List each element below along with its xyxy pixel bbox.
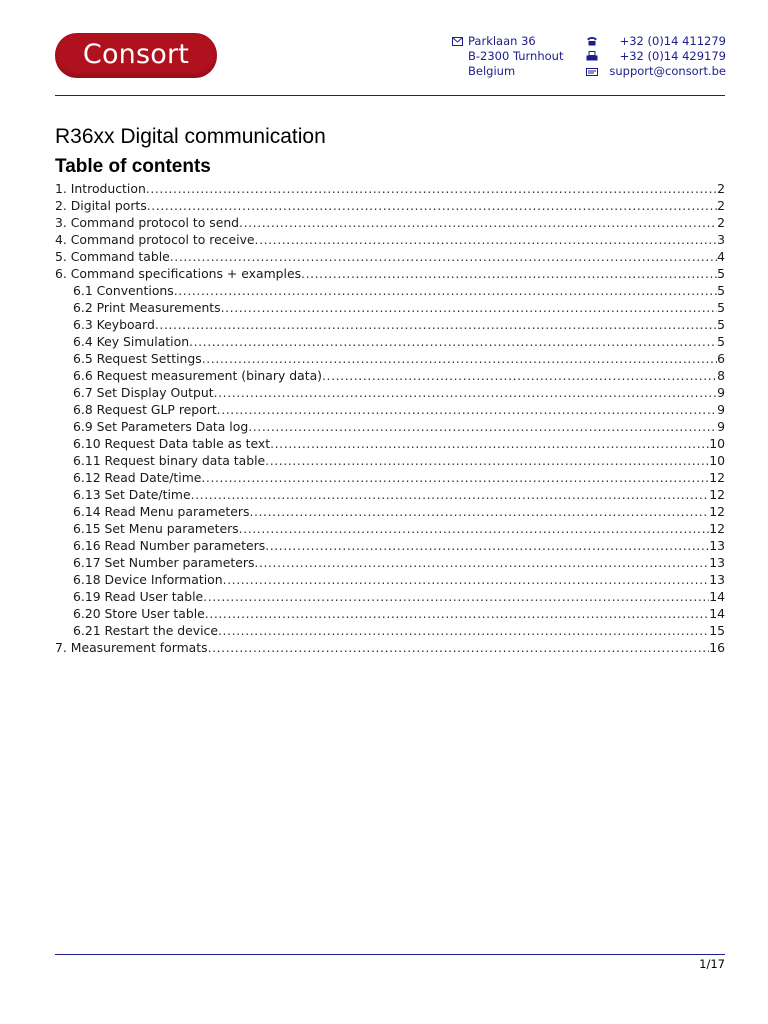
phone-icon (586, 34, 598, 49)
mail-icon (452, 34, 468, 49)
toc-entry-label: 1. Introduction (55, 181, 146, 196)
toc-entry-page: 2 (717, 198, 725, 213)
toc-entry[interactable] (55, 605, 725, 622)
toc-entry[interactable] (55, 435, 725, 452)
toc-entry-label: 2. Digital ports (55, 198, 147, 213)
toc-entry-label: 5. Command table (55, 249, 170, 264)
toc-entry-page: 13 (709, 538, 725, 553)
toc-entry-page: 3 (717, 232, 725, 247)
toc-entry-label: 6.15 Set Menu parameters (73, 521, 239, 536)
toc-entry[interactable] (55, 214, 725, 231)
toc-entry-page: 9 (717, 419, 725, 434)
toc-entry-label: 6.2 Print Measurements (73, 300, 221, 315)
toc-entry-page: 13 (709, 572, 725, 587)
toc-entry-label: 6.1 Conventions (73, 283, 174, 298)
toc-entry-label: 6.16 Read Number parameters (73, 538, 266, 553)
email-address[interactable]: support@consort.be (609, 64, 726, 78)
toc-entry-page: 12 (709, 487, 725, 502)
toc-entry[interactable] (55, 486, 725, 503)
toc-leader-dots (205, 605, 709, 622)
toc-leader-dots (170, 248, 717, 265)
toc-entry[interactable] (55, 384, 725, 401)
toc-entry[interactable] (55, 248, 725, 265)
toc-entry-page: 12 (709, 504, 725, 519)
toc-entry-label: 6.13 Set Date/time (73, 487, 191, 502)
toc-entry[interactable] (55, 537, 725, 554)
toc-entry-label: 6.3 Keyboard (73, 317, 155, 332)
toc-leader-dots (239, 214, 717, 231)
toc-entry-label: 6.6 Request measurement (binary data) (73, 368, 322, 383)
toc-leader-dots (147, 197, 717, 214)
toc-entry[interactable] (55, 418, 725, 435)
toc-leader-dots (254, 554, 709, 571)
toc-entry[interactable] (55, 265, 725, 282)
toc-entry[interactable] (55, 333, 725, 350)
toc-entry-label: 6.21 Restart the device (73, 623, 218, 638)
toc-entry[interactable] (55, 299, 725, 316)
toc-leader-dots (239, 520, 710, 537)
toc-leader-dots (202, 350, 717, 367)
toc-leader-dots (155, 316, 717, 333)
toc-leader-dots (174, 282, 717, 299)
toc-leader-dots (217, 401, 717, 418)
toc-leader-dots (249, 503, 709, 520)
phone-number: +32 (0)14 411279 (619, 34, 726, 48)
toc-entry[interactable] (55, 571, 725, 588)
toc-entry[interactable] (55, 367, 725, 384)
toc-entry-label: 6.20 Store User table (73, 606, 205, 621)
toc-entry-page: 2 (717, 181, 725, 196)
toc-heading: Table of contents (55, 156, 211, 177)
toc-entry-label: 6.18 Device Information (73, 572, 223, 587)
toc-leader-dots (301, 265, 717, 282)
toc-entry[interactable] (55, 622, 725, 639)
toc-leader-dots (265, 452, 709, 469)
toc-leader-dots (221, 299, 718, 316)
toc-entry[interactable] (55, 197, 725, 214)
toc-entry-page: 5 (717, 283, 725, 298)
toc-leader-dots (218, 622, 709, 639)
toc-leader-dots (265, 537, 709, 554)
fax-number: +32 (0)14 429179 (619, 49, 726, 63)
document-title: R36xx Digital communication (55, 125, 326, 148)
toc-entry-page: 5 (717, 300, 725, 315)
toc-leader-dots (255, 231, 718, 248)
toc-entry-page: 8 (717, 368, 725, 383)
page-number: 1/17 (699, 957, 725, 971)
toc-entry-page: 13 (709, 555, 725, 570)
toc-entry-label: 6.14 Read Menu parameters (73, 504, 250, 519)
toc-entry-page: 6 (717, 351, 725, 366)
toc-entry[interactable] (55, 180, 725, 197)
toc-entry[interactable] (55, 401, 725, 418)
toc-entry-label: 7. Measurement formats (55, 640, 208, 655)
toc-entry[interactable] (55, 639, 725, 656)
toc-entry-label: 6.12 Read Date/time (73, 470, 202, 485)
toc-entry[interactable] (55, 231, 725, 248)
toc-entry-page: 16 (709, 640, 725, 655)
toc-entry-page: 12 (709, 470, 725, 485)
toc-entry-page: 12 (709, 521, 725, 536)
toc-entry[interactable] (55, 520, 725, 537)
toc-entry-label: 3. Command protocol to send (55, 215, 240, 230)
address-city: B-2300 Turnhout (468, 49, 564, 63)
toc-entry-label: 6.8 Request GLP report (73, 402, 217, 417)
toc-entry[interactable] (55, 316, 725, 333)
toc-entry-label: 6.5 Request Settings (73, 351, 202, 366)
toc-leader-dots (322, 367, 717, 384)
toc-entry-label: 6.9 Set Parameters Data log (73, 419, 249, 434)
fax-icon (586, 49, 598, 64)
toc-entry-label: 6.10 Request Data table as text (73, 436, 271, 451)
toc-entry[interactable] (55, 350, 725, 367)
toc-leader-dots (203, 588, 709, 605)
address-country: Belgium (468, 64, 516, 78)
toc-entry-label: 6.17 Set Number parameters (73, 555, 255, 570)
toc-entry-page: 14 (709, 589, 725, 604)
toc-leader-dots (270, 435, 709, 452)
header-divider (55, 95, 725, 96)
toc-entry-page: 10 (709, 436, 725, 451)
toc-leader-dots (248, 418, 717, 435)
toc-entry-page: 15 (709, 623, 725, 638)
toc-leader-dots (189, 333, 717, 350)
toc-entry-label: 6.7 Set Display Output (73, 385, 214, 400)
toc-entry-page: 5 (717, 266, 725, 281)
toc-leader-dots (191, 486, 710, 503)
toc-entry[interactable] (55, 452, 725, 469)
consort-logo (55, 33, 217, 78)
address-street: Parklaan 36 (468, 34, 536, 48)
toc-entry-page: 9 (717, 402, 725, 417)
address-block (452, 34, 563, 79)
toc-entry[interactable] (55, 469, 725, 486)
toc-entry-page: 5 (717, 334, 725, 349)
toc-leader-dots (146, 180, 717, 197)
toc-entry-label: 6.19 Read User table (73, 589, 204, 604)
toc-leader-dots (223, 571, 710, 588)
toc-entry-page: 2 (717, 215, 725, 230)
toc-entry-page: 5 (717, 317, 725, 332)
toc-leader-dots (214, 384, 718, 401)
toc-entry-label: 4. Command protocol to receive (55, 232, 255, 247)
toc-entry[interactable] (55, 282, 725, 299)
footer-divider (55, 954, 725, 955)
toc-entry[interactable] (55, 554, 725, 571)
toc-entry-label: 6.4 Key Simulation (73, 334, 190, 349)
contact-block (586, 34, 726, 79)
email-icon (586, 64, 598, 79)
toc-entry-label: 6.11 Request binary data table (73, 453, 266, 468)
toc-leader-dots (201, 469, 709, 486)
toc-entry-page: 14 (709, 606, 725, 621)
toc-entry[interactable] (55, 503, 725, 520)
toc-entry-page: 9 (717, 385, 725, 400)
toc-entry-label: 6. Command specifications + examples (55, 266, 302, 281)
toc-leader-dots (208, 639, 710, 656)
toc-entry[interactable] (55, 588, 725, 605)
toc-entry-page: 10 (709, 453, 725, 468)
table-of-contents (55, 180, 725, 656)
logo-text: Consort (82, 39, 190, 70)
toc-entry-page: 4 (717, 249, 725, 264)
